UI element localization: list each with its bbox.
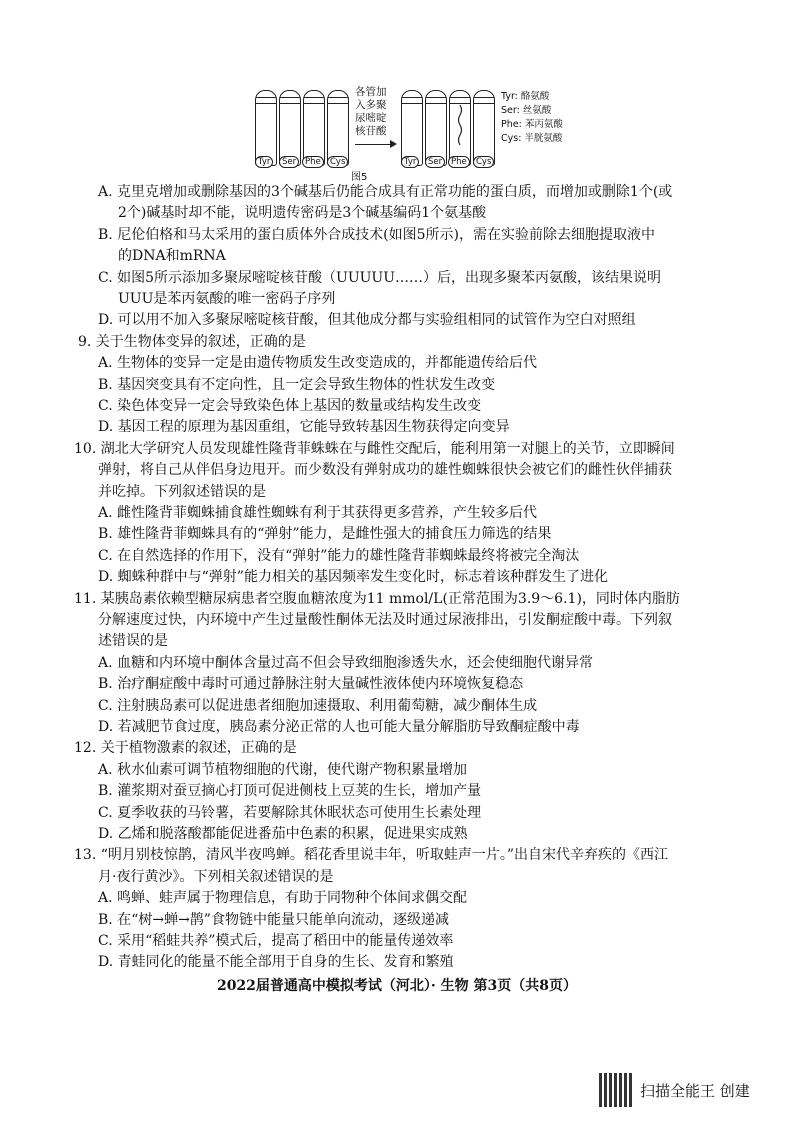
page-footer: 2022届普通高中模拟考试（河北）· 生物 第3页（共8页）	[216, 977, 578, 994]
figure-middle-text: 各管加 入多聚 尿嘧啶 核苷酸	[355, 86, 387, 137]
text-line: C. 如图5所示添加多聚尿嘧啶核苷酸（UUUUU……）后，出现多聚苯丙氨酸，该结果说明	[98, 269, 662, 286]
test-tube	[449, 90, 471, 166]
test-tube	[327, 90, 349, 166]
tube-label: Ser	[425, 156, 445, 168]
question-title: 10. 湖北大学研究人员发现雄性隆背菲蛛蛛在与雌性交配后，能利用第一对腿上的关节，立即瞬间	[74, 440, 675, 457]
polypeptide-squiggle	[450, 101, 470, 161]
text-line: 月·夜行黄沙》。下列相关叙述错误的是	[98, 868, 334, 885]
question-title: 11. 某胰岛素依赖型糖尿病患者空腹血糖浓度为11 mmol/L(正常范围为3.9～6.1)，同时体内脂肪	[74, 590, 680, 607]
text-line: B. 灌浆期对蚕豆摘心打顶可促进侧枝上豆荚的生长，增加产量	[98, 783, 482, 800]
text-line: 的DNA和mRNA	[118, 248, 226, 265]
text-line: 分解速度过快，内环境中产生过量酸性酮体无法及时通过尿液排出，引发酮症酸中毒。下列叙	[98, 612, 672, 628]
tube-label: Cys	[473, 156, 494, 168]
text-line: D. 基因工程的原理为基因重组，它能导致转基因生物获得定向变异	[98, 419, 510, 436]
text-line: D. 可以用不加入多聚尿嘧啶核苷酸，但其他成分都与实验组相同的试管作为空白对照组	[98, 312, 636, 329]
text-line: C. 染色体变异一定会导致染色体上基因的数量或结构发生改变	[98, 398, 482, 414]
text-line: C. 夏季收获的马铃薯，若要解除其休眠状态可使用生长素处理	[98, 804, 482, 821]
text-line: 弹射，将自己从伴侣身边甩开。而少数没有弹射成功的雄性蜘蛛很快会被它们的雌性伙伴捕获	[98, 462, 672, 479]
test-tube	[473, 90, 495, 166]
tube-label: Cys	[327, 156, 348, 168]
text-line: C. 采用“稻蛙共养”模式后，提高了稻田中的能量传递效率	[98, 933, 454, 949]
text-line: A. 鸣蝉、蛙声属于物理信息，有助于同物种个体间求偶交配	[98, 890, 468, 907]
figure-legend: Tyr: 酪氨酸 Ser: 丝氨酸 Phe: 苯丙氨酸 Cys: 半胱氨酸	[501, 91, 563, 144]
tube-label: Ser	[279, 156, 299, 168]
tube-label: Phe	[448, 156, 470, 168]
test-tube	[401, 90, 423, 166]
text-line: B. 治疗酮症酸中毒时可通过静脉注射大量碱性液体使内环境恢复稳态	[98, 676, 524, 693]
text-line: A. 生物体的变异一定是由遗传物质发生改变造成的，并都能遗传给后代	[98, 355, 538, 372]
text-line: D. 乙烯和脱落酸都能促进番茄中色素的积累，促进果实成熟	[98, 826, 468, 842]
text-line: 述错误的是	[98, 633, 168, 650]
text-line: C. 在自然选择的作用下，没有“弹射”能力的雄性隆背菲蜘蛛最终将被完全淘汰	[98, 547, 580, 564]
question-title: 12. 关于植物激素的叙述，正确的是	[74, 740, 297, 757]
text-line: D. 青蛙同化的能量不能全部用于自身的生长、发育和繁殖	[98, 954, 454, 971]
text-line: B. 基因突变具有不定向性，且一定会导致生物体的性状发生改变	[98, 376, 496, 393]
question-title: 9. 关于生物体变异的叙述，正确的是	[78, 333, 306, 350]
text-line: D. 若减肥节食过度，胰岛素分泌正常的人也可能大量分解脂肪导致酮症酸中毒	[98, 719, 580, 735]
qr-code-icon	[599, 1073, 633, 1107]
text-line: 并吃掉。下列叙述错误的是	[98, 483, 266, 500]
figure-5	[255, 86, 575, 182]
text-line: A. 血糖和内环境中酮体含量过高不但会导致细胞渗透失水，还会使细胞代谢异常	[98, 654, 594, 671]
tube-label: Tyr	[255, 156, 273, 168]
text-line: C. 注射胰岛素可以促进患者细胞加速摄取、利用葡萄糖，减少酮体生成	[98, 697, 538, 714]
tube-label: Tyr	[401, 156, 419, 168]
test-tube	[425, 90, 447, 166]
text-line: B. 尼伦伯格和马太采用的蛋白质体外合成技术(如图5所示)，需在实验前除去细胞提取液中	[98, 226, 656, 243]
scanner-watermark: 扫描全能王 创建	[640, 1082, 750, 1100]
figure-caption: 图5	[351, 172, 368, 183]
text-line: A. 克里克增加或删除基因的3个碱基后仍能合成具有正常功能的蛋白质，而增加或删除1个(或	[98, 184, 673, 200]
text-line: B. 在“树→蝉→鹊”食物链中能量只能单向流动，逐级递减	[98, 911, 449, 928]
question-title: 13. “明月别枝惊鹊，清风半夜鸣蝉。稻花香里说丰年，听取蛙声一片。”出自宋代辛弃疾的《西江	[74, 847, 669, 864]
text-line: D. 蜘蛛种群中与“弹射”能力相关的基因频率发生变化时，标志着该种群发生了进化	[98, 569, 608, 586]
text-line: 2个)碱基时却不能，说明遗传密码是3个碱基编码1个氨基酸	[118, 205, 487, 222]
text-line: UUU是苯丙氨酸的唯一密码子序列	[118, 291, 336, 307]
tube-label: Phe	[302, 156, 324, 168]
test-tube	[255, 90, 277, 166]
text-line: A. 秋水仙素可调节植物细胞的代谢，使代谢产物积累量增加	[98, 761, 468, 778]
test-tube	[303, 90, 325, 166]
test-tube	[279, 90, 301, 166]
arrow-icon	[355, 144, 395, 145]
text-line: A. 雌性隆背菲蜘蛛捕食雄性蜘蛛有利于其获得更多营养，产生较多后代	[98, 505, 538, 521]
text-line: B. 雄性隆背菲蜘蛛具有的“弹射”能力，是雌性强大的捕食压力筛选的结果	[98, 526, 552, 543]
